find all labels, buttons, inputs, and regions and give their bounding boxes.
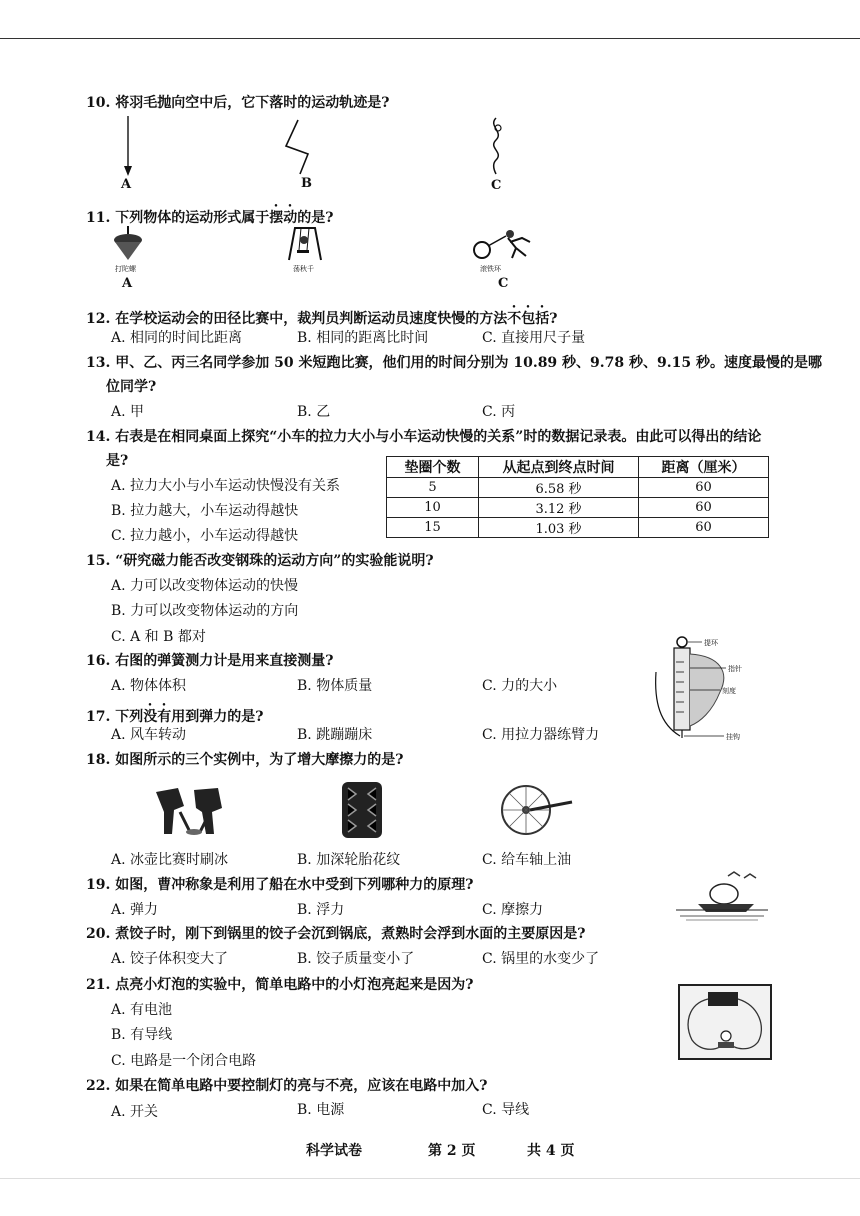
question-20: 20. 煮饺子时，刚下到锅里的饺子会沉到锅底，煮熟时会浮到水面的主要原因是? (86, 926, 586, 942)
spinning-top-icon (108, 226, 148, 264)
wavy-path-icon (484, 116, 514, 176)
swing-icon (285, 226, 325, 262)
question-12: 12. 在学校运动会的田径比赛中，裁判员判断运动员速度快慢的方法不包括? (86, 311, 558, 327)
arrow-straight-path-icon (118, 114, 138, 180)
question-19: 19. 如图，曹冲称象是利用了船在水中受到下列哪种力的原理? (86, 877, 474, 893)
label-scale: 刻度 (722, 687, 736, 695)
table-header: 垫圈个数 (387, 457, 479, 478)
question-11: 11. 下列物体的运动形式属于摆动的是? (86, 210, 334, 226)
option-label: B (301, 176, 312, 191)
question-21: 21. 点亮小灯泡的实验中，简单电路中的小灯泡亮起来是因为? (86, 977, 474, 993)
caption-hoop-rolling: 滚铁环 (480, 265, 501, 273)
label-lift-ring: 提环 (704, 639, 718, 647)
option-c[interactable]: C. 直接用尺子量 (482, 330, 586, 346)
option-c[interactable]: C. 锅里的水变少了 (482, 951, 600, 967)
option-a[interactable]: A. 拉力大小与小车运动快慢没有关系 (111, 478, 341, 494)
table-cell: 6.58 秒 (479, 478, 639, 498)
table-cell: 5 (387, 478, 479, 498)
table-header: 从起点到终点时间 (479, 457, 639, 478)
option-a[interactable]: A. 甲 (111, 404, 145, 420)
option-c[interactable]: C. 用拉力器练臂力 (482, 727, 600, 743)
option-b[interactable]: B. 相同的距离比时间 (297, 330, 429, 346)
table-cell: 1.03 秒 (479, 518, 639, 538)
question-16: 16. 右图的弹簧测力计是用来直接测量? (86, 653, 334, 669)
option-c[interactable]: C. 丙 (482, 404, 516, 420)
option-c[interactable]: C. 拉力越小，小车运动得越快 (111, 528, 299, 544)
simple-circuit-icon (678, 984, 772, 1060)
question-15: 15. “研究磁力能否改变钢珠的运动方向”的实验能说明? (86, 553, 434, 569)
table-cell: 60 (639, 498, 769, 518)
data-table (386, 456, 769, 538)
option-label: C (491, 178, 502, 193)
option-b[interactable]: B. 拉力越大，小车运动得越快 (111, 503, 299, 519)
option-b[interactable]: B. 加深轮胎花纹 (297, 852, 401, 868)
option-b[interactable]: B. 跳蹦蹦床 (297, 727, 373, 743)
table-header-row (387, 457, 769, 478)
option-b[interactable]: B. 电源 (297, 1102, 345, 1118)
top-rule (0, 38, 860, 39)
option-b[interactable]: B. 物体质量 (297, 678, 373, 694)
zigzag-path-icon (280, 118, 320, 178)
option-b[interactable]: B. 饺子质量变小了 (297, 951, 415, 967)
option-c[interactable]: C. 导线 (482, 1102, 530, 1118)
option-label: C (498, 276, 509, 291)
tire-tread-icon (340, 782, 384, 838)
option-a[interactable]: A. 风车转动 (111, 727, 187, 743)
bottom-rule (0, 1178, 860, 1179)
question-17: 17. 下列没有用到弹力的是? (86, 709, 264, 725)
table-cell: 10 (387, 498, 479, 518)
question-14-line1: 14. 右表是在相同桌面上探究“小车的拉力大小与小车运动快慢的关系”时的数据记录表。由此可以得出的结论 (86, 429, 762, 445)
elephant-boat-icon (676, 870, 768, 922)
question-10: 10. 将羽毛抛向空中后，它下落时的运动轨迹是? (86, 95, 390, 111)
caption-swing: 荡秋千 (293, 265, 314, 273)
option-label: A (121, 177, 132, 192)
option-a[interactable]: A. 开关 (111, 1104, 159, 1120)
option-a[interactable]: A. 有电池 (111, 1002, 173, 1018)
bicycle-axle-icon (504, 782, 574, 838)
question-22: 22. 如果在简单电路中要控制灯的亮与不亮，应该在电路中加入? (86, 1078, 488, 1094)
option-b[interactable]: B. 有导线 (111, 1027, 173, 1043)
option-a[interactable]: A. 相同的时间比距离 (111, 330, 243, 346)
table-row (387, 498, 769, 518)
option-a[interactable]: A. 弹力 (111, 902, 159, 918)
footer-subject: 科学试卷 (306, 1143, 362, 1159)
table-header: 距离（厘米） (639, 457, 769, 478)
question-14-line2: 是? (106, 453, 129, 469)
question-13-line2: 位同学? (106, 379, 157, 395)
option-c[interactable]: C. 力的大小 (482, 678, 558, 694)
option-a[interactable]: A. 力可以改变物体运动的快慢 (111, 578, 299, 594)
option-a[interactable]: A. 冰壶比赛时刷冰 (111, 852, 229, 868)
option-b[interactable]: B. 乙 (297, 404, 331, 420)
table-cell: 3.12 秒 (479, 498, 639, 518)
footer-total: 共 4 页 (527, 1143, 575, 1159)
option-c[interactable]: C. 摩擦力 (482, 902, 544, 918)
table-cell: 15 (387, 518, 479, 538)
question-18: 18. 如图所示的三个实例中，为了增大摩擦力的是? (86, 752, 404, 768)
option-b[interactable]: B. 浮力 (297, 902, 345, 918)
caption-spinning-top: 打陀螺 (115, 265, 136, 273)
option-c[interactable]: C. A 和 B 都对 (111, 629, 206, 645)
question-13-line1: 13. 甲、乙、丙三名同学参加 50 米短跑比赛，他们用的时间分别为 10.89 秒、9.78 秒、9.15 秒。速度最慢的是哪 (86, 355, 822, 371)
table-row (387, 478, 769, 498)
footer-page: 第 2 页 (428, 1143, 476, 1159)
option-c[interactable]: C. 电路是一个闭合电路 (111, 1053, 257, 1069)
label-hook: 挂钩 (726, 733, 740, 741)
option-c[interactable]: C. 给车轴上油 (482, 852, 572, 868)
label-pointer: 指针 (728, 665, 742, 673)
option-b[interactable]: B. 力可以改变物体运动的方向 (111, 603, 299, 619)
curling-sweeping-icon (150, 782, 234, 838)
hoop-rolling-icon (472, 226, 534, 262)
option-a[interactable]: A. 饺子体积变大了 (111, 951, 229, 967)
table-row (387, 518, 769, 538)
table-cell: 60 (639, 518, 769, 538)
option-label: A (122, 276, 133, 291)
table-cell: 60 (639, 478, 769, 498)
option-a[interactable]: A. 物体体积 (111, 678, 187, 694)
